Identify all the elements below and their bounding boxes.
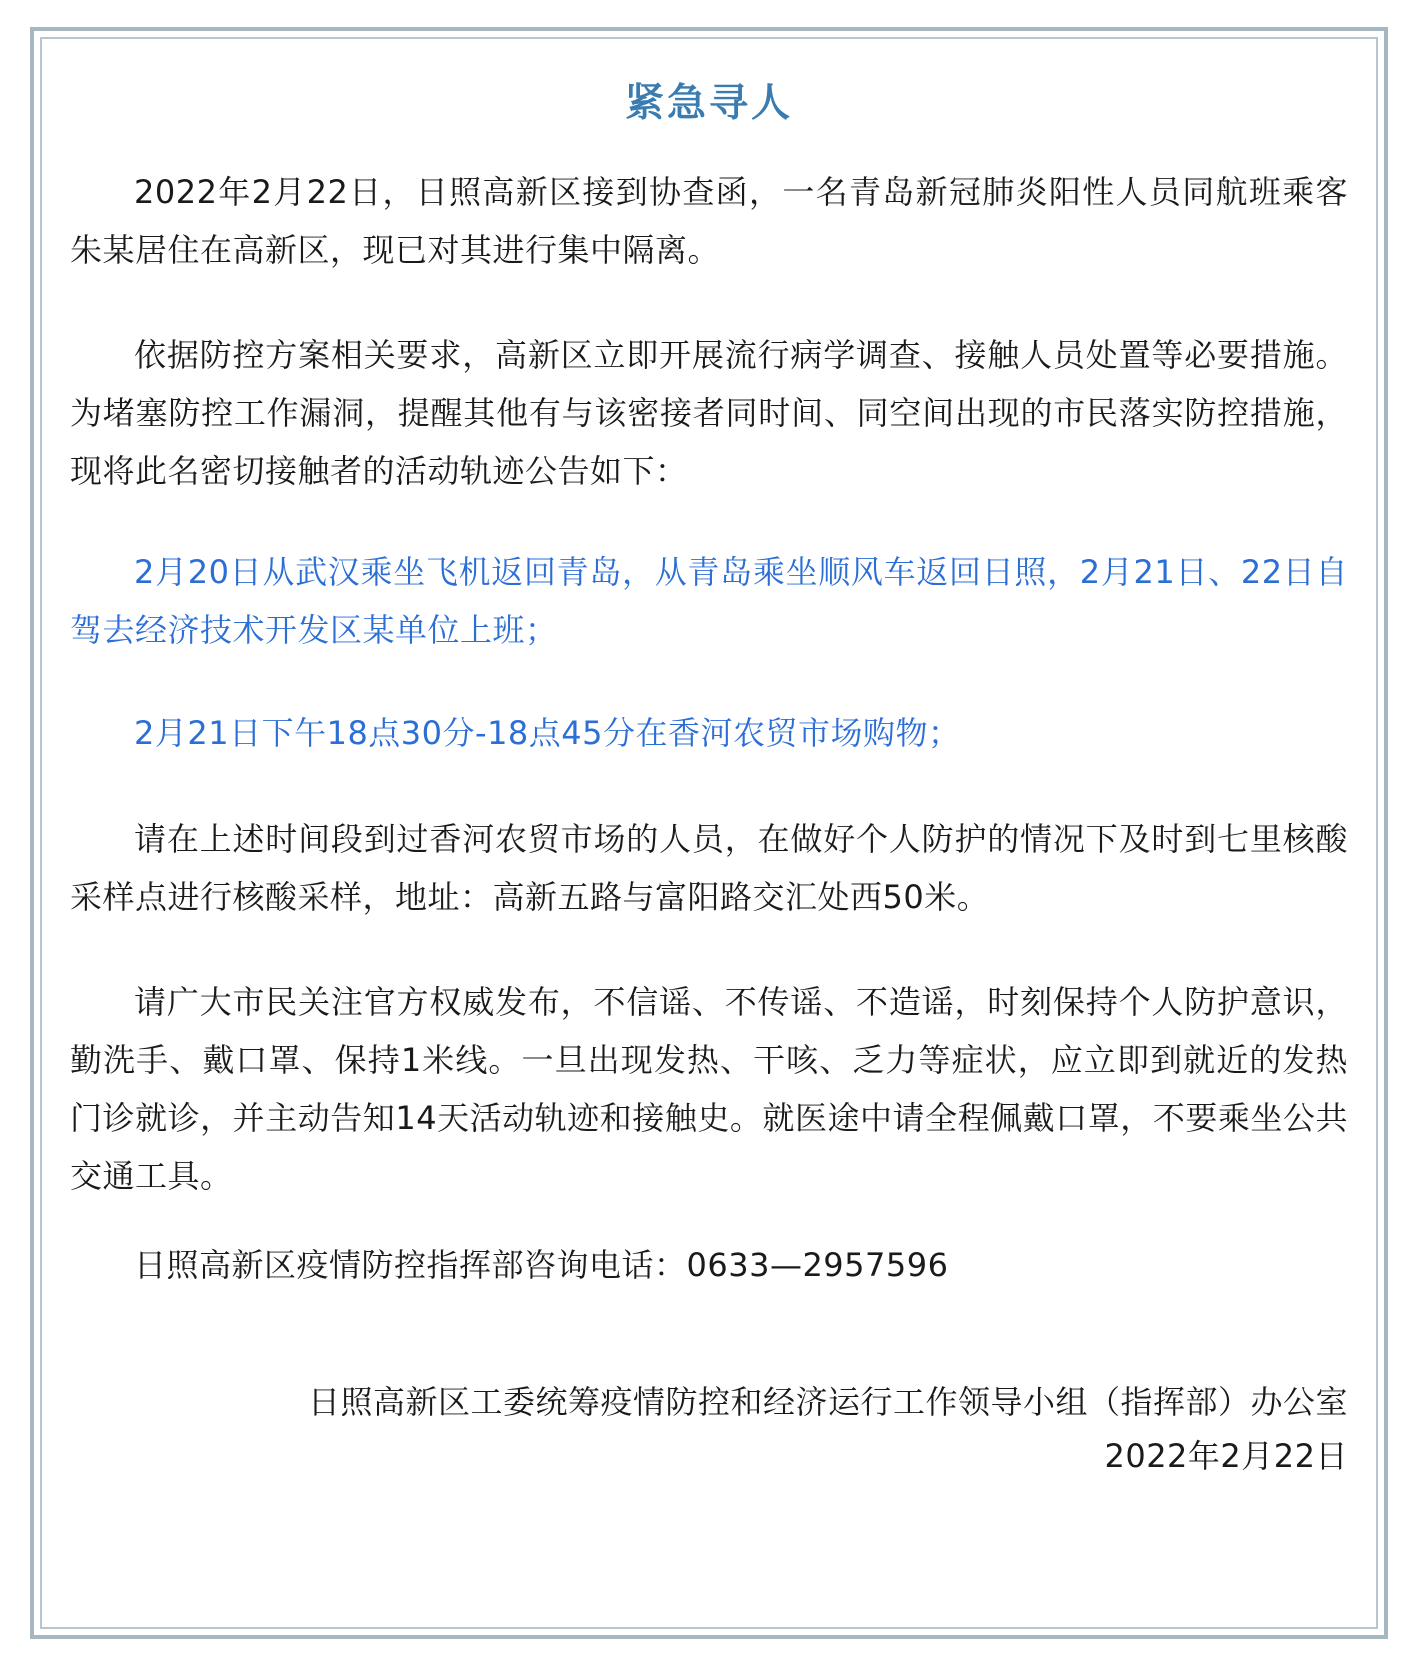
paragraph-testing: 请在上述时间段到过香河农贸市场的人员，在做好个人防护的情况下及时到七里核酸采样点进行核酸采样，地址：高新五路与富阳路交汇处西50米。 <box>70 820 1348 916</box>
paragraph-trajectory-1: 2月20日从武汉乘坐飞机返回青岛，从青岛乘坐顺风车返回日照，2月21日、22日自驾去经济技术开发区某单位上班； <box>70 553 1348 649</box>
paragraph-measures: 依据防控方案相关要求，高新区立即开展流行病学调查、接触人员处置等必要措施。为堵塞防控工作漏洞，提醒其他有与该密接者同时间、同空间出现的市民落实防控措施，现将此名密切接触者的活动轨迹公告如下： <box>70 336 1348 490</box>
signature-org: 日照高新区工委统筹疫情防控和经济运行工作领导小组（指挥部）办公室 <box>307 1383 1348 1421</box>
signature-date: 2022年2月22日 <box>1104 1437 1348 1475</box>
paragraph-hotline: 日照高新区疫情防控指挥部咨询电话：0633—2957596 <box>134 1246 949 1284</box>
paragraph-trajectory-2: 2月21日下午18点30分-18点45分在香河农贸市场购物； <box>134 714 961 752</box>
paragraph-advice: 请广大市民关注官方权威发布，不信谣、不传谣、不造谣，时刻保持个人防护意识，勤洗手、戴口罩、保持1米线。一旦出现发热、干咳、乏力等症状，应立即到就近的发热门诊就诊，并主动告知14天活动轨迹和接触史。就医途中请全程佩戴口罩，不要乘坐公共交通工具。 <box>70 983 1348 1195</box>
notice-title: 紧急寻人 <box>624 81 793 126</box>
paragraph-intro: 2022年2月22日，日照高新区接到协查函，一名青岛新冠肺炎阳性人员同航班乘客朱某居住在高新区，现已对其进行集中隔离。 <box>70 173 1348 269</box>
